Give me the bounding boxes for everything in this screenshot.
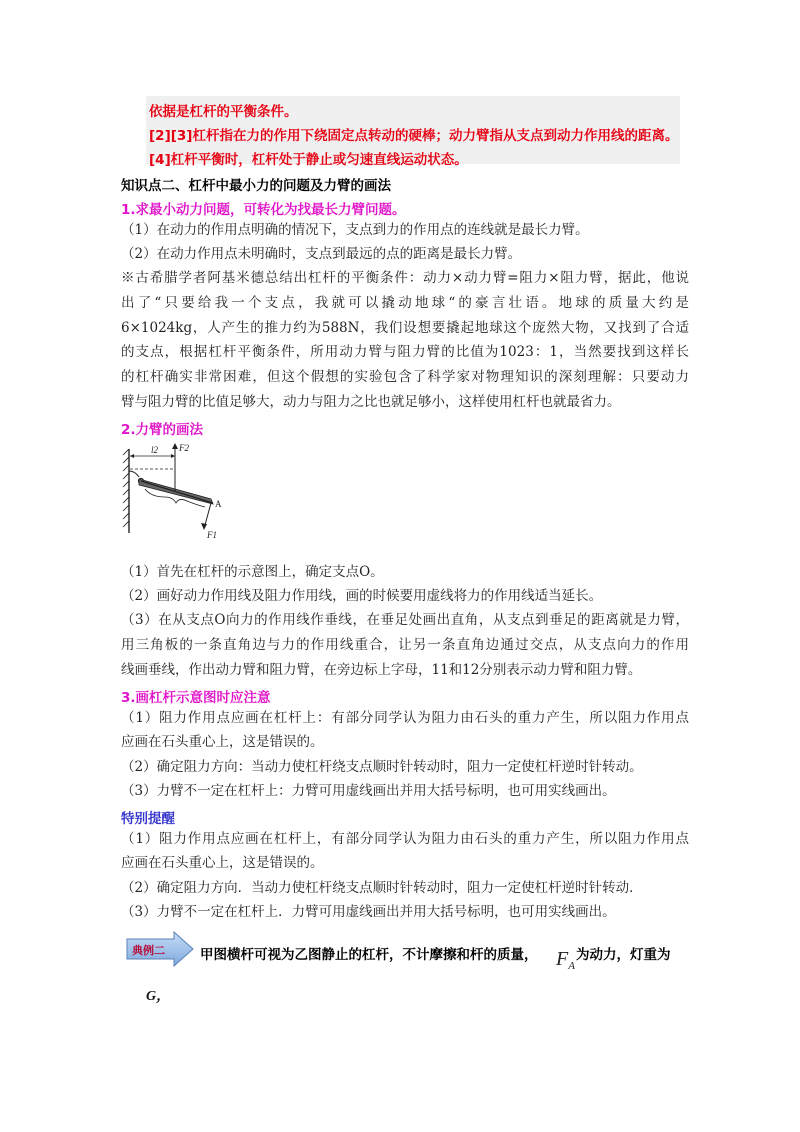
- a-label: A: [215, 499, 222, 509]
- note-line-2: 出了“只要给我一个支点，我就可以撬动地球“的豪言壮语。地球的质量大约是: [121, 295, 689, 311]
- sub3-item-1-line-1: （1）阻力作用点应画在杠杆上：有部分同学认为阻力由石头的重力产生，所以阻力作用点: [121, 710, 689, 726]
- example-line-2: G，: [146, 989, 171, 1004]
- note-line-1: ※古希腊学者阿基米德总结出杠杆的平衡条件：动力×动力臂=阻力×阻力臂，据此，他说: [121, 270, 689, 286]
- sub3-item-2: （2）确定阻力方向：当动力使杠杆绕支点顺时针转动时，阻力一定使杠杆逆时针转动。: [121, 759, 643, 775]
- note-line-5: 的杠杆确实非常困难，但这个假想的实验包含了科学家对物理知识的深刻理解：只要动力: [121, 369, 689, 385]
- special-item-1-line-1: （1）阻力作用点应画在杠杆上，有部分同学认为阻力由石头的重力产生，所以阻力作用点: [121, 831, 689, 847]
- sub2-item-3-line-1: （3）在从支点O向力的作用线作垂线，在垂足处画出直角，从支点到垂足的距离就是力臂，: [121, 612, 689, 628]
- section-title: 知识点二、杠杆中最小力的问题及力臂的画法: [121, 178, 391, 194]
- sub2-item-2: （2）画好动力作用线及阻力作用线，画的时候要用虚线将力的作用线适当延长。: [121, 588, 603, 604]
- answer-line-1: 依据是杠杆的平衡条件。: [149, 104, 298, 120]
- example-text-before: 甲图横杆可视为乙图静止的杠杆，不计摩擦和杆的质量，: [200, 947, 538, 963]
- sub3-item-1-line-2: 应画在石头重心上，这是错误的。: [121, 734, 324, 750]
- special-heading: 特别提醒: [121, 811, 175, 827]
- answer-line-2: [2][3]杠杆指在力的作用下绕固定点转动的硬棒；动力臂指从支点到动力作用线的距离。: [149, 128, 679, 144]
- example-text: [200, 943, 538, 963]
- special-item-3: （3）力臂不一定在杠杆上．力臂可用虚线画出并用大括号标明，也可用实线画出。: [121, 904, 616, 920]
- lever-diagram: [121, 441, 242, 541]
- formula-f: F: [556, 948, 569, 970]
- special-item-2: （2）确定阻力方向．当动力使杠杆绕支点顺时针转动时，阻力一定使杠杆逆时针转动．: [121, 880, 643, 896]
- example-badge-label: 典例二: [132, 944, 165, 957]
- formula-fa: [556, 948, 575, 972]
- formula-sub: A: [568, 960, 575, 972]
- sub1-item-2: （2）在动力作用点未明确时，支点到最远的点的距离是最长力臂。: [121, 246, 522, 262]
- note-line-4: 的支点，根据杠杆平衡条件，所用动力臂与阻力臂的比值为1023：1，当然要找到这样长: [121, 344, 689, 360]
- sub3-item-3: （3）力臂不一定在杠杆上：力臂可用虚线画出并用大括号标明，也可用实线画出。: [121, 783, 616, 799]
- note-line-3: 6×1024kg，人产生的推力约为588N，我们设想要撬起地球这个庞然大物，又找到了合适: [121, 320, 689, 336]
- note-line-6: 臂与阻力臂的比值足够大，动力与阻力之比也就足够小，这样使用杠杆也就最省力。: [121, 394, 621, 410]
- sub2-heading: 2.力臂的画法: [121, 422, 204, 438]
- f2-label: F2: [179, 443, 189, 453]
- example-text-after: 为动力，灯重为: [576, 947, 671, 963]
- sub2-item-1: （1）首先在杠杆的示意图上，确定支点O。: [121, 564, 384, 580]
- special-item-1-line-2: 应画在石头重心上，这是错误的。: [121, 855, 324, 871]
- sub1-item-1: （1）在动力的作用点明确的情况下，支点到力的作用点的连线就是最长力臂。: [121, 222, 589, 238]
- l2-label: l2: [151, 445, 159, 455]
- f1-label: F1: [207, 530, 217, 540]
- sub1-heading: 1.求最小动力问题，可转化为找最长力臂问题。: [121, 202, 406, 218]
- sub3-heading: 3.画杠杆示意图时应注意: [121, 690, 271, 706]
- answer-line-3: [4]杠杆平衡时，杠杆处于静止或匀速直线运动状态。: [149, 152, 468, 168]
- sub2-item-3-line-2: 用三角板的一条直角边与力的作用线重合，让另一条直角边通过交点，从支点向力的作用: [121, 637, 689, 653]
- sub2-item-3-line-3: 线画垂线，作出动力臂和阻力臂，在旁边标上字母，11和12分别表示动力臂和阻力臂。: [121, 662, 642, 678]
